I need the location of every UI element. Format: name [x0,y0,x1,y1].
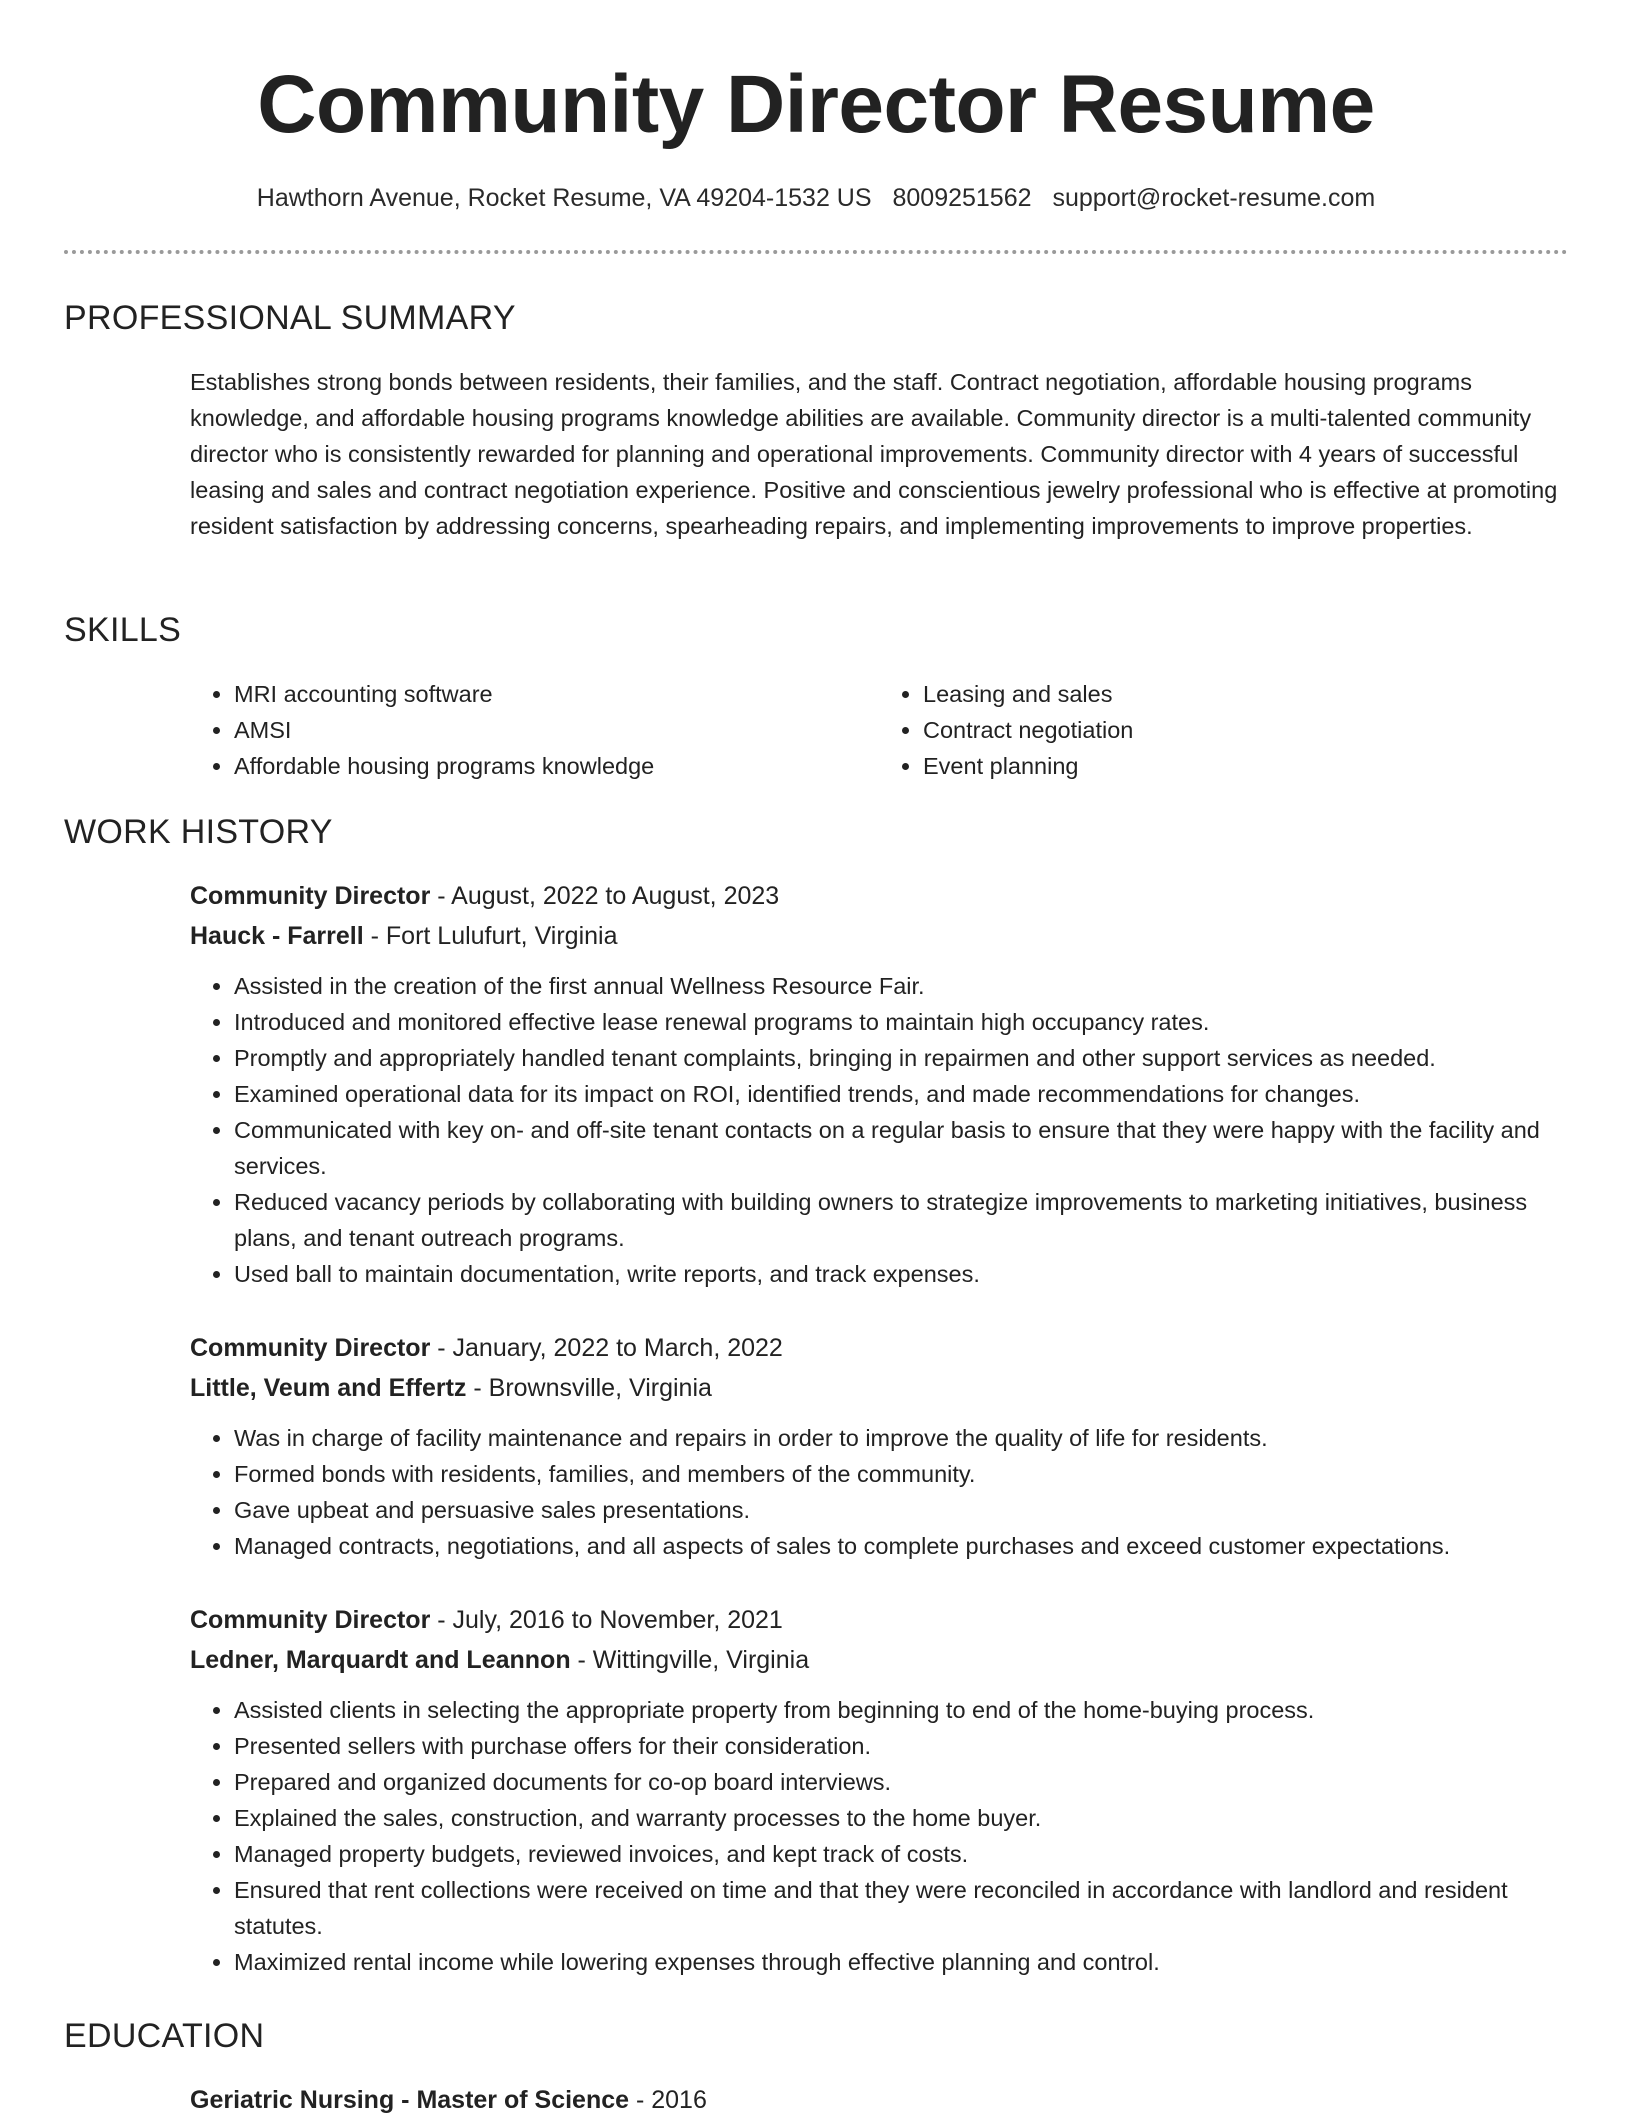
duty-item: • Was in charge of facility maintenance and repairs in order to improve the quality of life for residents. [234,1420,1570,1456]
education-degree: Geriatric Nursing - Master of Science [190,2086,630,2114]
duty-item: • Explained the sales, construction, and warranty processes to the home buyer. [234,1800,1570,1836]
duty-item: • Maximized rental income while lowering expenses through effective planning and control. [234,1944,1570,1980]
job-company-line [190,916,1570,956]
job-company-line [190,1640,1570,1680]
skill-item: • Event planning [923,748,1568,784]
contact-line [64,182,1568,214]
job-entry [190,1600,1570,1980]
header-divider [64,250,1568,254]
education-heading: EDUCATION [64,2017,265,2055]
duty-item: • Ensured that rent collections were received on time and that they were reconciled in accordance with landlord and resident statutes. [234,1872,1570,1944]
job-company: Little, Veum and Effertz [190,1374,467,1402]
job-title: Community Director [190,1606,431,1634]
contact-email: support@rocket-resume.com [1052,184,1376,212]
skill-item: • AMSI [234,712,879,748]
education-entry [190,2080,1570,2120]
job-entry [190,1328,1570,1564]
duty-item: • Gave upbeat and persuasive sales presentations. [234,1492,1570,1528]
skill-item: • Leasing and sales [923,676,1568,712]
duty-item: • Formed bonds with residents, families, and members of the community. [234,1456,1570,1492]
contact-address: Hawthorn Avenue, Rocket Resume, VA 49204-1532 US [256,184,872,212]
skill-item: • Affordable housing programs knowledge [234,748,879,784]
duty-item: • Reduced vacancy periods by collaborating with building owners to strategize improvements to marketing initiatives, business plans, and tenant outreach programs. [234,1184,1570,1256]
duty-item: • Prepared and organized documents for co-op board interviews. [234,1764,1570,1800]
job-title-line [190,876,1570,916]
summary-text: Establishes strong bonds between residents, their families, and the staff. Contract negotiation, affordable housing programs knowledge, and affordable housing programs knowledge abilities are available. Community director is a multi-talented community director who is consistently rewarded for planning and operational improvements. Community director with 4 years of successful leasing and sales and contract negotiation experience. Positive and conscientious jewelry professional who is effective at promoting resident satisfaction by addressing concerns, spearheading repairs, and implementing improvements to improve properties. [190,369,1558,539]
work-history-heading: WORK HISTORY [64,813,333,851]
job-company: Ledner, Marquardt and Leannon [190,1646,571,1674]
duty-item: • Assisted in the creation of the first annual Wellness Resource Fair. [234,968,1570,1004]
job-duties [190,968,1570,1292]
job-dates: - January, 2022 to March, 2022 [430,1334,783,1362]
duty-item: • Used ball to maintain documentation, write reports, and track expenses. [234,1256,1570,1292]
duty-item: • Communicated with key on- and off-site tenant contacts on a regular basis to ensure that they were happy with the facility and services. [234,1112,1570,1184]
skills-heading: SKILLS [64,611,182,649]
skills-list [190,676,1568,784]
resume-title: Community Director Resume [257,59,1375,150]
job-entry [190,876,1570,1292]
skills-column-left [190,676,879,784]
duty-item: • Promptly and appropriately handled tenant complaints, bringing in repairmen and other support services as needed. [234,1040,1570,1076]
job-location: - Brownsville, Virginia [466,1374,712,1402]
job-company-line [190,1368,1570,1408]
job-duties [190,1692,1570,1980]
duty-item: • Presented sellers with purchase offers for their consideration. [234,1728,1570,1764]
job-title-line [190,1600,1570,1640]
skill-item: • Contract negotiation [923,712,1568,748]
duty-item: • Introduced and monitored effective lease renewal programs to maintain high occupancy rates. [234,1004,1570,1040]
duty-item: • Assisted clients in selecting the appropriate property from beginning to end of the home-buying process. [234,1692,1570,1728]
duty-item: • Managed property budgets, reviewed invoices, and kept track of costs. [234,1836,1570,1872]
job-location: - Wittingville, Virginia [570,1646,810,1674]
job-dates: - August, 2022 to August, 2023 [430,882,780,910]
job-duties [190,1420,1570,1564]
job-company: Hauck - Farrell [190,922,364,950]
contact-phone: 8009251562 [892,184,1032,212]
job-title: Community Director [190,1334,431,1362]
skills-column-right [879,676,1568,784]
duty-item: • Examined operational data for its impact on ROI, identified trends, and made recommendations for changes. [234,1076,1570,1112]
education-year: - 2016 [629,2086,707,2114]
summary-heading: PROFESSIONAL SUMMARY [64,299,516,337]
job-title: Community Director [190,882,431,910]
skill-item: • MRI accounting software [234,676,879,712]
job-location: - Fort Lulufurt, Virginia [363,922,618,950]
job-title-line [190,1328,1570,1368]
job-dates: - July, 2016 to November, 2021 [430,1606,783,1634]
duty-item: • Managed contracts, negotiations, and all aspects of sales to complete purchases and exceed customer expectations. [234,1528,1570,1564]
